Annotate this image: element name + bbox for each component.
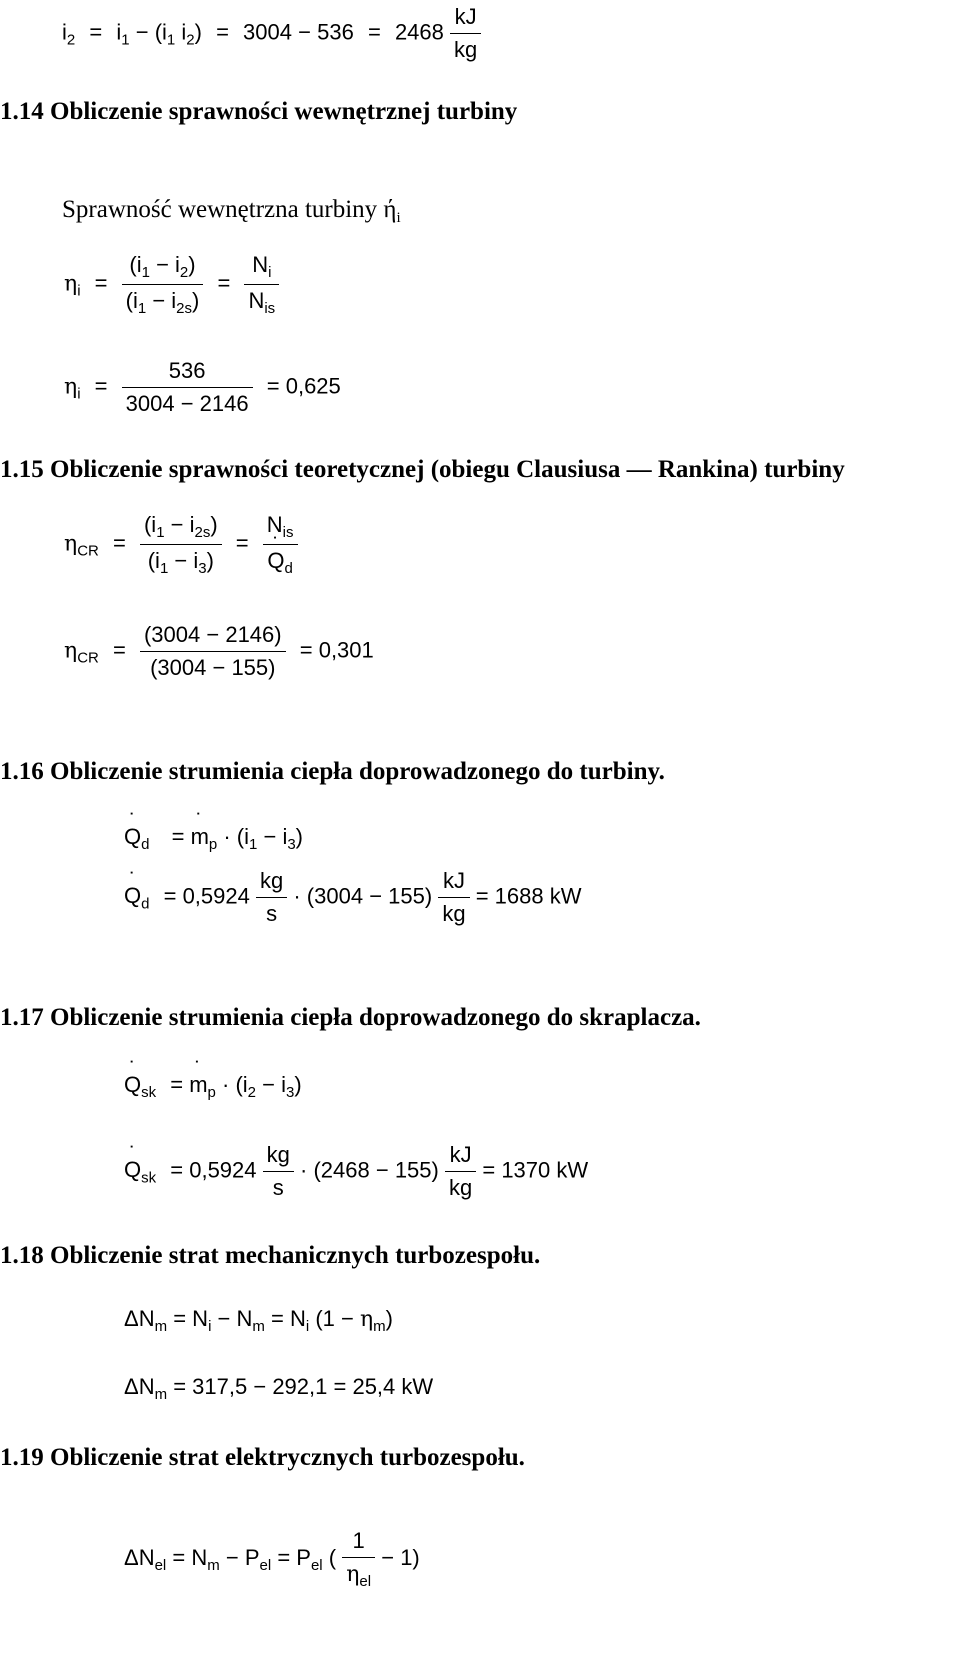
internal-efficiency-label: Sprawność wewnętrzna turbiny $ή_i$ xyxy=(62,196,401,226)
equation-delta-nm-definition: $\Delta N_m = N_i - N_m = N_i$ $(1 - \eta_m)$ xyxy=(124,1306,393,1335)
section-heading-1-14: 1.14 Obliczenie sprawności wewnętrznej turbiny xyxy=(0,98,518,125)
equation-delta-nm-value: $\Delta N_m = 317,5 - 292,1 = 25,4$ kW xyxy=(124,1374,434,1403)
section-heading-1-19: 1.19 Obliczenie strat elektrycznych turbozespołu. xyxy=(0,1444,525,1471)
equation-eta-i-definition: $\eta_i$ = $\frac{(i_1 - i_2)}{(i_1 - i_{2s})}$ = $\frac{N_i}{N_{is}}$ xyxy=(64,252,279,317)
equation-qsk-value: ˙ $Q_{sk} = 0,5924$ $\frac{kg}{s}$ · (2468 − 155) $\frac{kJ}{kg}$ = 1370 kW xyxy=(124,1142,588,1201)
section-heading-1-15: 1.15 Obliczenie sprawności teoretycznej (obiegu Clausiusa — Rankina) turbiny xyxy=(0,456,845,483)
equation-eta-cr-value: $\eta_{CR}$ = $\frac{(3004 - 2146)}{(3004 - 155)}$ = 0,301 xyxy=(64,622,374,680)
equation-qd-value: ˙ $Q_d = 0,5924$ $\frac{kg}{s}$ · (3004 − 155) $\frac{kJ}{kg}$ = 1688 kW xyxy=(124,868,581,927)
section-heading-1-17: 1.17 Obliczenie strumienia ciepła doprowadzonego do skraplacza. xyxy=(0,1004,701,1031)
section-heading-1-16: 1.16 Obliczenie strumienia ciepła doprowadzonego do turbiny. xyxy=(0,758,665,785)
equation-eta-cr-definition: $\eta_{CR}$ = $\frac{(i_1 - i_{2s})}{(i_1 - i_3)}$ = $N_{is}$ ˙ $Q_d$ xyxy=(64,512,298,577)
equation-i2: $i_2 = i_1 - (i_1$ $i_2) = 3004 - 536 = 2468$ $\frac{kJ}{kg}$ xyxy=(62,4,481,63)
equation-eta-i-value: $\eta_i$ = $\frac{536}{3004 - 2146}$ = 0,625 xyxy=(64,358,341,416)
equation-delta-nel-definition: $\Delta N_{el} = N_m - P_{el} = P_{el}$ ( $\frac{1}{\eta_{el}}$ − 1) xyxy=(124,1528,420,1590)
section-heading-1-18: 1.18 Obliczenie strat mechanicznych turbozespołu. xyxy=(0,1242,541,1269)
equation-qsk-definition: ˙ $Q_{sk}$ = ˙ $m_p \cdot (i_2 - i_3)$ xyxy=(124,1072,302,1101)
unit-fraction: $\frac{kJ}{kg}$ xyxy=(450,4,481,63)
equation-qd-definition: ˙ $Q_d$ = ˙ $m_p \cdot (i_1 - i_3)$ xyxy=(124,824,303,853)
